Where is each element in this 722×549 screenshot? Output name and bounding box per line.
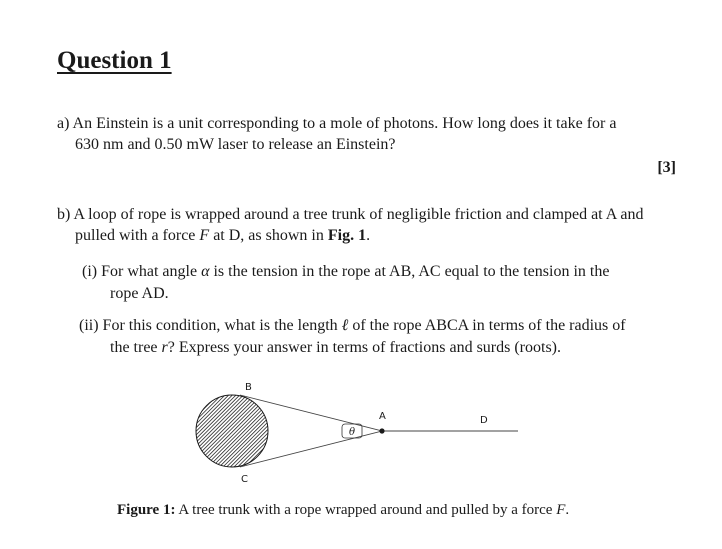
caption-text: A tree trunk with a rope wrapped around and pulled by a force	[175, 502, 557, 518]
part-b-line-2-mid: at D, as shown in	[209, 227, 328, 244]
tree-rope-diagram	[190, 378, 530, 493]
sub-i-line-2: rope AD.	[110, 285, 169, 302]
angle-variable: α	[201, 263, 210, 280]
part-a-marks: [3]	[657, 159, 676, 176]
angle-label: θ	[349, 427, 356, 438]
part-b-line-2-end: .	[366, 227, 371, 244]
figure-caption	[117, 502, 569, 519]
sub-ii-line-2	[110, 338, 561, 358]
length-variable: ℓ	[341, 317, 349, 334]
figure-reference: Fig. 1	[327, 227, 367, 244]
sub-i-line-1-post: is the tension in the rope at AB, AC equal to the tension in the	[209, 263, 610, 280]
question-title: Question 1	[57, 47, 172, 74]
tree-trunk	[196, 395, 268, 467]
label-b: B	[245, 382, 252, 393]
figure-1	[190, 378, 530, 493]
sub-i-line-1-pre: (i) For what angle	[82, 263, 202, 280]
caption-label: Figure 1:	[117, 502, 176, 518]
force-variable: F	[199, 227, 210, 244]
clamp-point-a	[379, 428, 384, 433]
part-b-line-2	[75, 226, 370, 246]
sub-ii-line-2-pre: the tree	[110, 339, 162, 356]
part-b-line-1: b) A loop of rope is wrapped around a tree trunk of negligible friction and clamped at A and	[57, 206, 644, 223]
label-d: D	[480, 415, 488, 426]
caption-force-variable: F	[556, 502, 566, 518]
sub-ii-line-1-pre: (ii) For this condition, what is the length	[79, 317, 342, 334]
part-a-line-1: a) An Einstein is a unit corresponding to a mole of photons. How long does it take for a	[57, 115, 617, 132]
part-b-line-2-pre: pulled with a force	[75, 227, 200, 244]
label-a: A	[379, 411, 386, 422]
sub-ii-line-1	[79, 316, 626, 336]
sub-i-line-1	[82, 262, 609, 282]
radius-variable: r	[161, 339, 168, 356]
label-c: C	[241, 474, 248, 485]
sub-ii-line-1-post: of the rope ABCA in terms of the radius of	[348, 317, 626, 334]
sub-ii-line-2-post: ? Express your answer in terms of fractions and surds (roots).	[167, 339, 561, 356]
caption-end: .	[565, 502, 570, 518]
part-a-line-2: 630 nm and 0.50 mW laser to release an Einstein?	[75, 136, 396, 153]
